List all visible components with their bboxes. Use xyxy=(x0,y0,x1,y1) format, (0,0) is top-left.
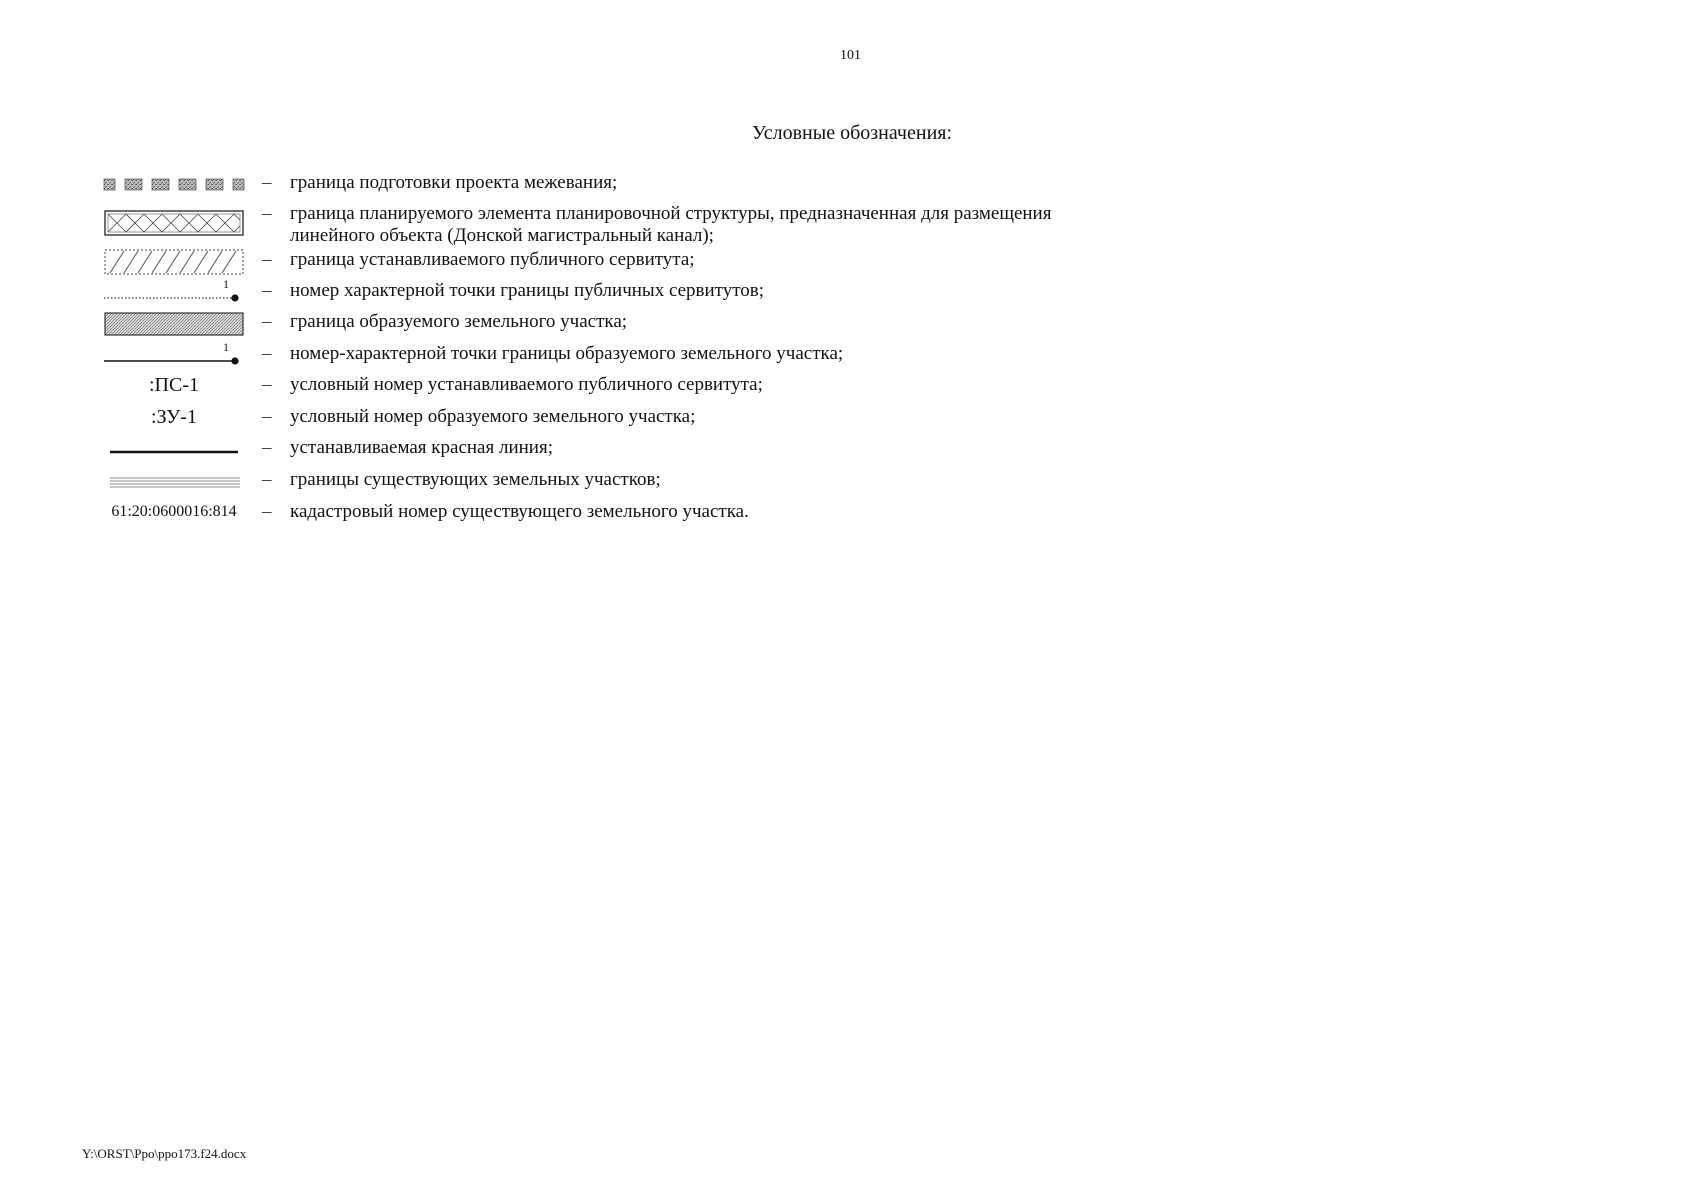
legend-description: граница устанавливаемого публичного сервитута; xyxy=(290,249,695,270)
diagonal-hatched-rectangle-symbol xyxy=(104,249,244,275)
legend-dash: – xyxy=(262,469,272,490)
legend-description-line1: граница планируемого элемента планировочной структуры, предназначенная для размещения xyxy=(290,203,1052,224)
point-number-label: 1 xyxy=(223,277,229,291)
point-number-label: 1 xyxy=(223,340,229,354)
cadastral-number-symbol: 61:20:0600016:814 xyxy=(111,503,237,520)
legend-item-formed-plot-boundary xyxy=(0,311,1698,337)
legend-description: граница образуемого земельного участка; xyxy=(290,311,628,332)
legend-description: устанавливаемая красная линия; xyxy=(290,437,553,458)
legend-item-servitude-code xyxy=(0,374,1698,400)
thick-line-symbol xyxy=(104,437,244,463)
legend-dash: – xyxy=(262,203,272,224)
legend-description: номер характерной точки границы публичных сервитутов; xyxy=(290,280,765,301)
legend-description: номер-характерной точки границы образуемого земельного участка; xyxy=(290,343,844,364)
servitude-code-symbol: :ПС-1 xyxy=(149,374,199,396)
legend-item-existing-plot-boundaries xyxy=(0,469,1698,495)
cross-hatched-rectangle-symbol xyxy=(104,203,244,229)
multi-line-symbol xyxy=(104,469,244,495)
legend-item-survey-boundary xyxy=(0,172,1698,198)
shaded-rectangle-symbol xyxy=(104,311,244,337)
legend-dash: – xyxy=(262,343,272,364)
dotted-line-with-point-symbol xyxy=(104,277,244,306)
legend-title: Условные обозначения: xyxy=(752,122,953,144)
solid-line-with-point-symbol xyxy=(104,340,244,369)
legend-item-servitude-point-number xyxy=(0,277,1698,306)
legend-dash: – xyxy=(262,311,272,332)
dotted-shaded-border-symbol xyxy=(104,172,244,198)
legend-item-red-line xyxy=(0,437,1698,463)
legend-dash: – xyxy=(262,280,272,301)
legend-description: условный номер образуемого земельного участка; xyxy=(290,406,696,427)
page-number: 101 xyxy=(840,48,861,63)
legend-item-cadastral-number xyxy=(0,501,1698,527)
legend-description: граница подготовки проекта межевания; xyxy=(290,172,618,193)
legend-dash: – xyxy=(262,249,272,270)
legend-item-planned-element-boundary xyxy=(0,203,1698,249)
legend-dash: – xyxy=(262,406,272,427)
legend-description-line2: линейного объекта (Донской магистральный канал); xyxy=(290,225,714,246)
legend-dash: – xyxy=(262,501,272,522)
legend-item-plot-point-number xyxy=(0,340,1698,369)
legend-dash: – xyxy=(262,172,272,193)
legend-dash: – xyxy=(262,437,272,458)
legend-item-plot-code xyxy=(0,406,1698,432)
legend-description: кадастровый номер существующего земельного участка. xyxy=(290,501,749,522)
footer-file-path: Y:\ORST\Ppo\ppo173.f24.docx xyxy=(82,1146,247,1161)
plot-code-symbol: :ЗУ-1 xyxy=(151,406,197,428)
legend-item-public-servitude-boundary xyxy=(0,249,1698,275)
legend-description: границы существующих земельных участков; xyxy=(290,469,661,490)
legend-description: условный номер устанавливаемого публичного сервитута; xyxy=(290,374,763,395)
legend-dash: – xyxy=(262,374,272,395)
